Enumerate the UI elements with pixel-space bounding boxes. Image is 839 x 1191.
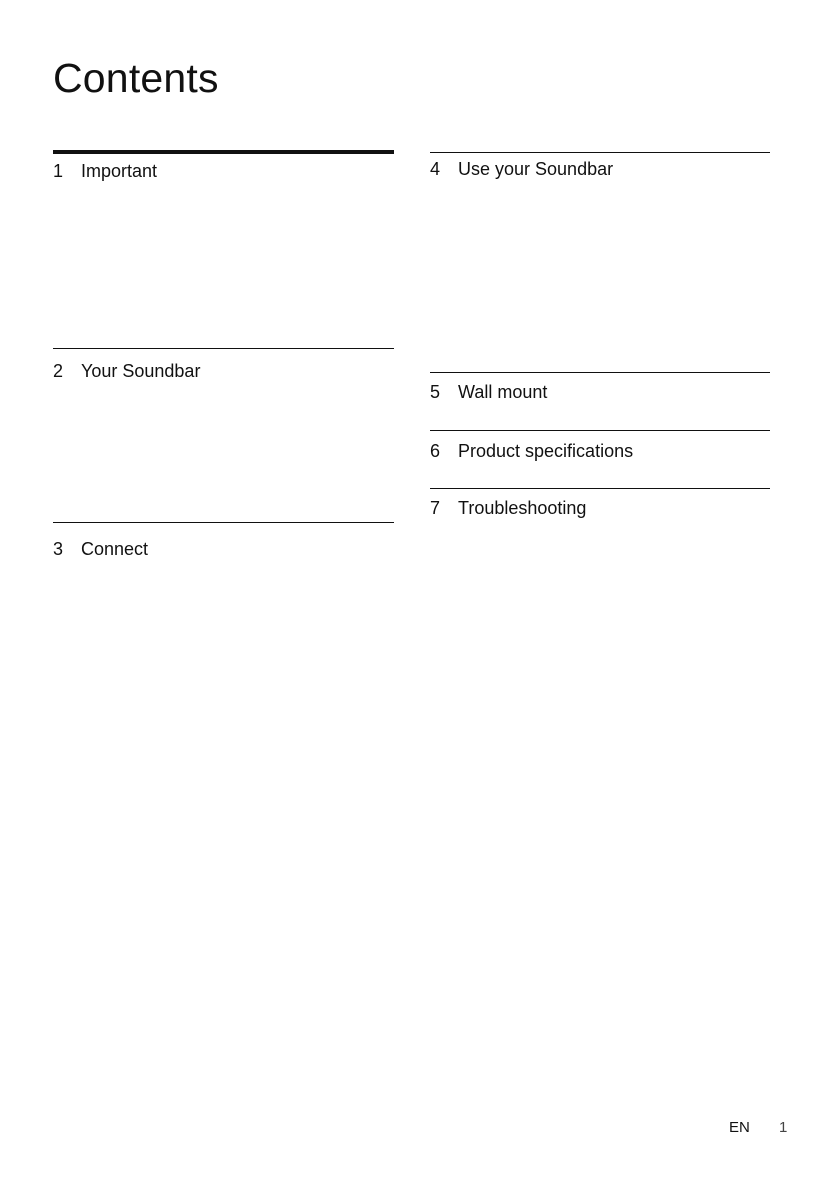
toc-label: Product specifications [458,441,634,461]
footer-language: EN [729,1119,750,1136]
toc-divider [53,522,394,523]
toc-entry-important[interactable] [53,150,394,184]
toc-entry-troubleshooting[interactable] [430,488,770,522]
toc-number: 4 [430,159,441,179]
toc-divider [53,348,394,349]
toc-divider [53,150,394,154]
toc-label: Use your Soundbar [458,159,614,179]
toc-label: Troubleshooting [458,498,587,518]
page-title: Contents [53,55,219,101]
toc-divider [430,488,770,489]
toc-number: 6 [430,441,441,461]
toc-entry-your-soundbar[interactable] [53,348,394,382]
toc-entry-connect[interactable] [53,522,394,559]
toc-entry-wall-mount[interactable] [430,372,770,406]
toc-number: 5 [430,382,441,402]
toc-label: Important [81,161,158,181]
toc-number: 3 [53,539,64,559]
toc-label: Connect [81,539,149,559]
toc-entry-product-specifications[interactable] [430,430,770,464]
toc-entry-use-your-soundbar[interactable] [430,152,770,186]
toc-number: 7 [430,498,441,518]
toc-divider [430,372,770,373]
footer-page-number: 1 [779,1119,788,1136]
toc-label: Your Soundbar [81,361,201,381]
toc-divider [430,152,770,153]
toc-divider [430,430,770,431]
toc-label: Wall mount [458,382,548,402]
toc-number: 2 [53,361,64,381]
toc-number: 1 [53,161,64,181]
